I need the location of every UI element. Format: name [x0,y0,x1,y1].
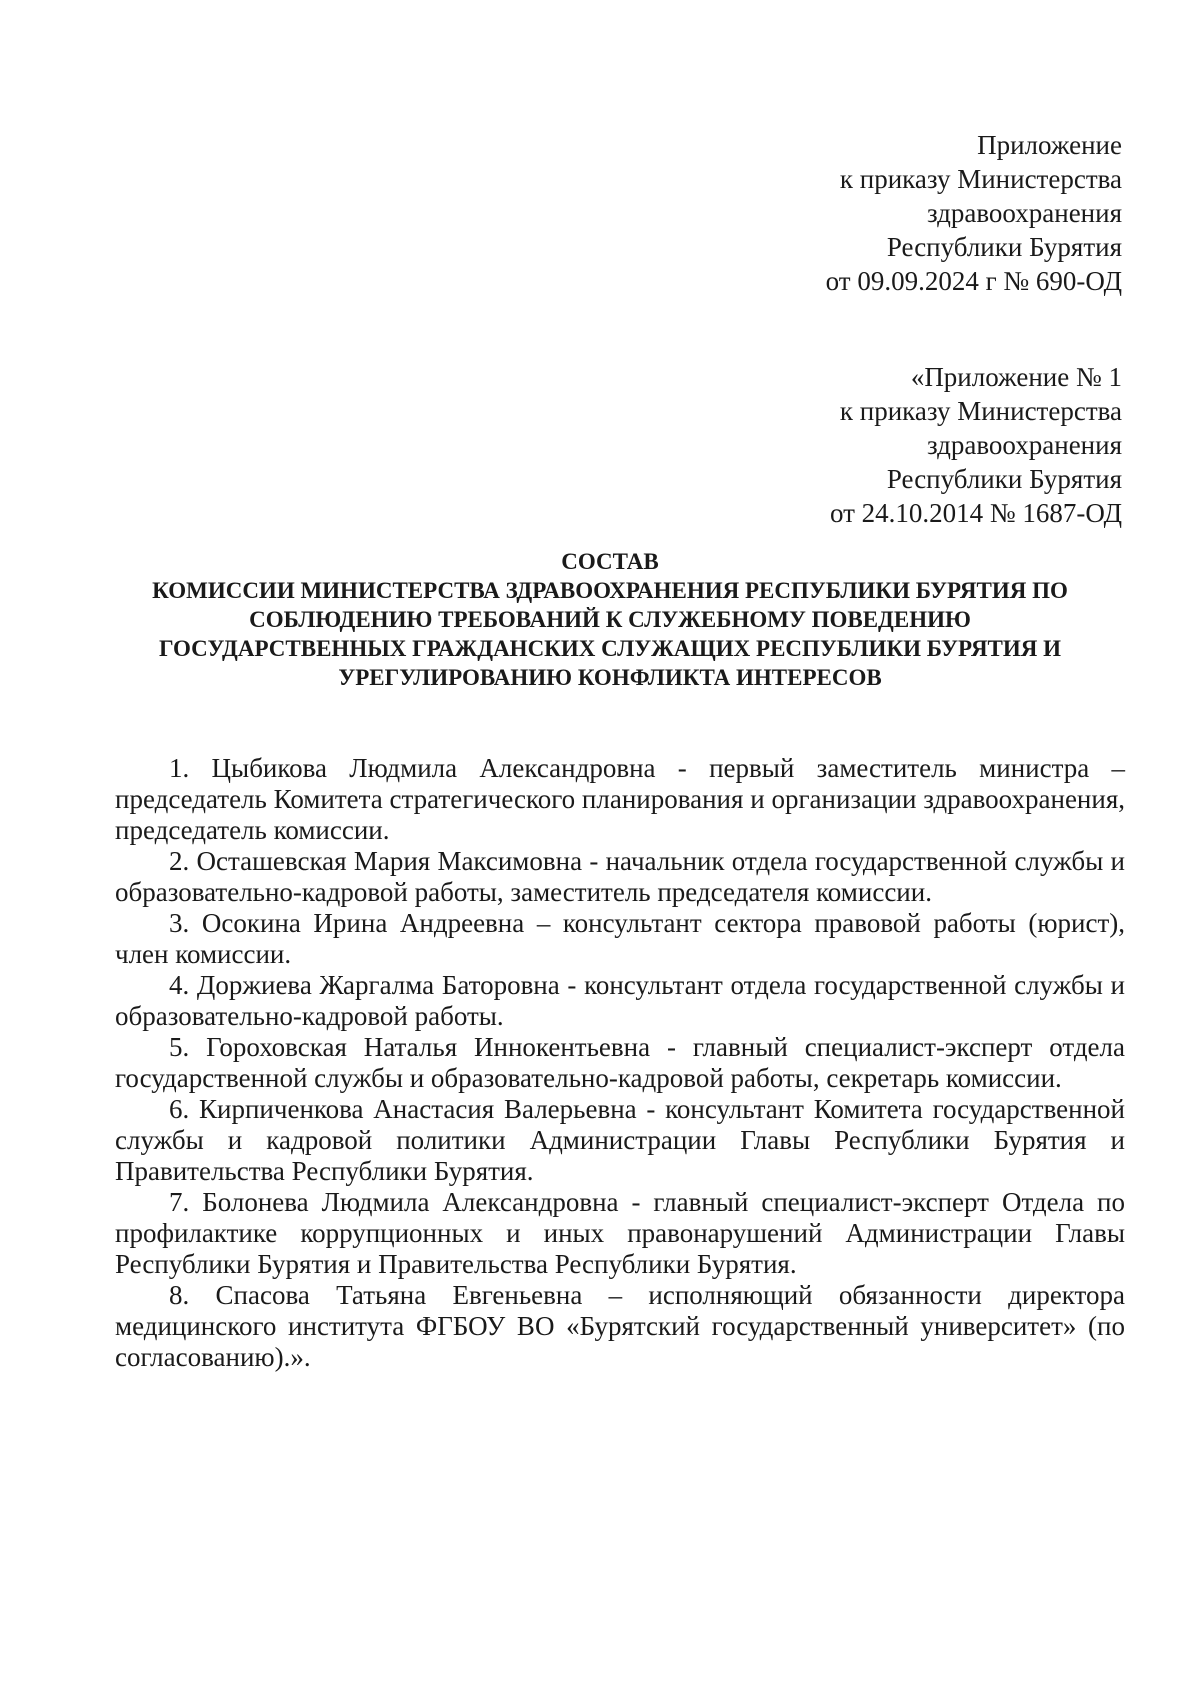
title-line: ГОСУДАРСТВЕННЫХ ГРАЖДАНСКИХ СЛУЖАЩИХ РЕСПУБЛИКИ БУРЯТИЯ И [158,636,1062,661]
title-line: УРЕГУЛИРОВАНИЮ КОНФЛИКТА ИНТЕРЕСОВ [338,665,882,690]
appendix-line: Республики Бурятия [886,232,1122,262]
member-item: 5. Гороховская Наталья Иннокентьевна - главный специалист-эксперт отдела государственной службы и образовательно-кадровой работы, секретарь комиссии. [115,1032,1125,1093]
appendix-line: «Приложение № 1 [910,362,1122,392]
title-line: СОСТАВ [561,549,659,574]
member-item: 3. Осокина Ирина Андреевна – консультант сектора правовой работы (юрист), член комиссии. [115,908,1125,969]
appendix-date-line: от 09.09.2024 г № 690-ОД [825,266,1122,296]
member-item: 6. Кирпиченкова Анастасия Валерьевна - консультант Комитета государственной службы и кадровой политики Администрации Главы Республики Бурятия и Правительства Республики Бурятия. [115,1094,1125,1186]
appendix-date-line: от 24.10.2014 № 1687-ОД [829,498,1122,528]
member-item: 1. Цыбикова Людмила Александровна - первый заместитель министра – председатель Комитета стратегического планирования и организации здравоохранения, председатель комиссии. [115,753,1125,845]
document-title [110,547,1110,692]
appendix-header-current [826,128,1122,298]
member-item: 8. Спасова Татьяна Евгеньевна – исполняющий обязанности директора медицинского института ФГБОУ ВО «Бурятский государственный университет» (по согласованию).». [115,1280,1125,1372]
appendix-line: к приказу Министерства [839,396,1122,426]
member-item: 2. Осташевская Мария Максимовна - начальник отдела государственной службы и образовательно-кадровой работы, заместитель председателя комиссии. [115,846,1125,907]
appendix-line: здравоохранения [926,198,1122,228]
appendix-header-original [830,360,1122,530]
appendix-line: Приложение [977,130,1122,160]
member-item: 7. Болонева Людмила Александровна - главный специалист-эксперт Отдела по профилактике коррупционных и иных правонарушений Администрации Главы Республики Бурятия и Правительства Республики Бурятия. [115,1187,1125,1279]
appendix-line: Республики Бурятия [886,464,1122,494]
appendix-line: здравоохранения [926,430,1122,460]
appendix-line: к приказу Министерства [839,164,1122,194]
title-line: СОБЛЮДЕНИЮ ТРЕБОВАНИЙ К СЛУЖЕБНОМУ ПОВЕДЕНИЮ [249,607,971,632]
title-line: КОМИССИИ МИНИСТЕРСТВА ЗДРАВООХРАНЕНИЯ РЕСПУБЛИКИ БУРЯТИЯ ПО [152,578,1068,603]
commission-members-list [115,753,1125,1373]
member-item: 4. Доржиева Жаргалма Баторовна - консультант отдела государственной службы и образовательно-кадровой работы. [115,970,1125,1031]
